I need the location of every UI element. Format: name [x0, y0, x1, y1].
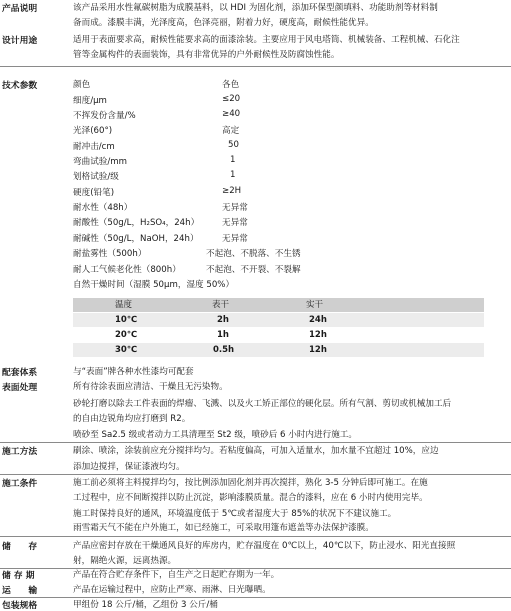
drying-time-table	[73, 292, 484, 358]
table-row	[73, 328, 484, 342]
method-label: 施工方法	[2, 447, 38, 457]
product-description-label: 产品说明	[2, 4, 38, 14]
table-header-cell: 温度	[115, 300, 133, 310]
param-name-acid: 耐酸性（50g/L，H₂SO₄，24h）	[73, 218, 200, 228]
param-value-water: 无异常	[222, 203, 248, 213]
conditions-line: 施工前必须将主料搅拌均匀，按比例添加固化剂并再次搅拌，熟化 3-5 分钟后即可施工。在施	[73, 478, 428, 488]
conditions-line: 工过程中，应不间断搅拌以防止沉淀，影响漆膜质量。混合的漆料，应在 6 小时内使用完毕。	[73, 493, 428, 503]
table-cell: 2h	[217, 315, 229, 325]
conditions-line: 雨雪霜天气不能在户外施工，如已经施工，可采取用篷布遮盖等办法保护漆膜。	[73, 523, 374, 533]
product-description-line: 备而成。漆膜丰满，光泽度高，色泽亮丽，附着力好，硬度高，耐候性能优异。	[73, 18, 374, 28]
param-value-fineness: ≤20	[222, 94, 241, 104]
param-name-crosshatch: 划格试验/级	[73, 172, 119, 182]
param-name-gloss: 光泽(60°)	[73, 126, 113, 136]
table-cell: 1h	[217, 330, 229, 340]
table-cell: 0.5h	[213, 345, 235, 355]
table-row	[73, 343, 484, 357]
storage-label: 储 存	[2, 542, 38, 552]
param-value-bending: 1	[230, 155, 236, 165]
product-description-line: 该产品采用水性氟碳树脂为成膜基料，以 HDI 为固化剂，添加环保型颜填料、功能助剂等材料制	[73, 3, 438, 13]
tech-params-label: 技术参数	[2, 81, 38, 91]
shelf-life-text: 产品在符合贮存条件下，自生产之日起贮存期为一年。	[73, 570, 280, 580]
method-line: 刷涂、喷涂，涂装前应充分搅拌均匀。若粘度偏高，可加入适量水，加水量不宜超过 10%，应边	[73, 446, 439, 456]
param-name-weathering: 耐人工气候老化性（800h）	[73, 265, 181, 275]
table-header-cell: 表干	[212, 300, 230, 310]
design-use-line: 适用于表面要求高，耐候性能要求高的面漆涂装。主要应用于风电塔筒、机械装备、工程机械、石化注	[73, 35, 460, 45]
surface-label: 表面处理	[2, 383, 38, 393]
table-row	[73, 313, 484, 327]
table-cell: 12h	[309, 330, 327, 340]
param-name-solids: 不挥发份含量/%	[73, 111, 136, 121]
cure-note: 自然干燥时间（湿膜 50μm，湿度 50%）	[73, 280, 235, 290]
conditions-label: 施工条件	[2, 479, 38, 489]
surface-line: 所有待涂表面应清洁、干燥且无污染物。	[73, 382, 228, 392]
section-divider	[0, 442, 511, 443]
system-text: 与“表面”牌各种水性漆均可配套	[73, 367, 194, 377]
table-cell: 24h	[309, 315, 327, 325]
param-name-fineness: 细度/μm	[73, 96, 107, 106]
surface-line: 的自由边锐角均应打磨到 R2。	[73, 414, 191, 424]
param-value-salt-spray: 不起泡、不脱落、不生锈	[206, 249, 301, 259]
table-cell: 12h	[309, 345, 327, 355]
param-value-solids: ≥40	[222, 109, 241, 119]
param-name-impact: 耐冲击/cm	[73, 142, 115, 152]
param-name-hardness: 硬度(铅笔)	[73, 188, 115, 198]
design-use-line: 管等金属构件的表面装饰，具有非常优异的户外耐候性及防腐蚀性能。	[73, 50, 340, 60]
transport-label: 运 输	[2, 586, 38, 596]
param-value-weathering: 不起泡、不开裂、不裂解	[206, 265, 301, 275]
table-header-row	[73, 298, 484, 312]
surface-line: 喷砂至 Sa2.5 级或者动力工具清理至 St2 级，喷砂后 6 小时内进行施工。	[73, 430, 357, 440]
param-value-crosshatch: 1	[230, 170, 236, 180]
param-name-bending: 弯曲试验/mm	[73, 157, 128, 167]
param-value-alkali: 无异常	[222, 234, 248, 244]
section-divider	[0, 536, 511, 537]
table-header-cell: 实干	[306, 300, 324, 310]
section-divider	[0, 66, 511, 67]
param-value-hardness: ≥2H	[222, 186, 242, 196]
table-cell: 20℃	[115, 330, 138, 340]
shelf-life-label: 储 存 期	[2, 571, 35, 581]
packaging-text: 甲组份 18 公斤/桶，乙组份 3 公斤/桶	[73, 600, 218, 610]
surface-line: 砂轮打磨以除去工件表面的焊瘤、飞溅、以及火工矫正部位的硬化层。所有气割、剪切或机械加工后	[73, 399, 452, 409]
param-name-salt-spray: 耐盐雾性（500h）	[73, 249, 147, 259]
param-name-water: 耐水性（48h）	[73, 203, 133, 213]
design-use-label: 设计用途	[2, 36, 38, 46]
conditions-line: 施工时保持良好的通风，环境温度低于 5℃或者湿度大于 85%的状况下不建议施工。	[73, 509, 397, 519]
param-name-color: 颜色	[73, 80, 91, 90]
method-line: 添加边搅拌，保证漆液均匀。	[73, 462, 185, 472]
table-cell: 10℃	[115, 315, 138, 325]
table-cell: 30℃	[115, 345, 138, 355]
param-name-alkali: 耐碱性（50g/L，NaOH，24h）	[73, 234, 199, 244]
storage-line: 射，隔绝火源，远离热源。	[73, 556, 177, 566]
storage-line: 产品应密封存放在干燥通风良好的库房内，贮存温度在 0℃以上，40℃以下，防止浸水、阳光直接照	[73, 541, 456, 551]
system-label: 配套体系	[2, 368, 38, 378]
section-divider	[0, 474, 511, 475]
packaging-label: 包装规格	[2, 601, 38, 611]
param-value-color: 各色	[222, 80, 240, 90]
param-value-impact: 50	[228, 140, 239, 150]
transport-text: 产品在运输过程中，应防止严寒、雨淋、日光曝晒。	[73, 585, 271, 595]
param-value-gloss: 高定	[222, 126, 240, 136]
param-value-acid: 无异常	[222, 218, 248, 228]
